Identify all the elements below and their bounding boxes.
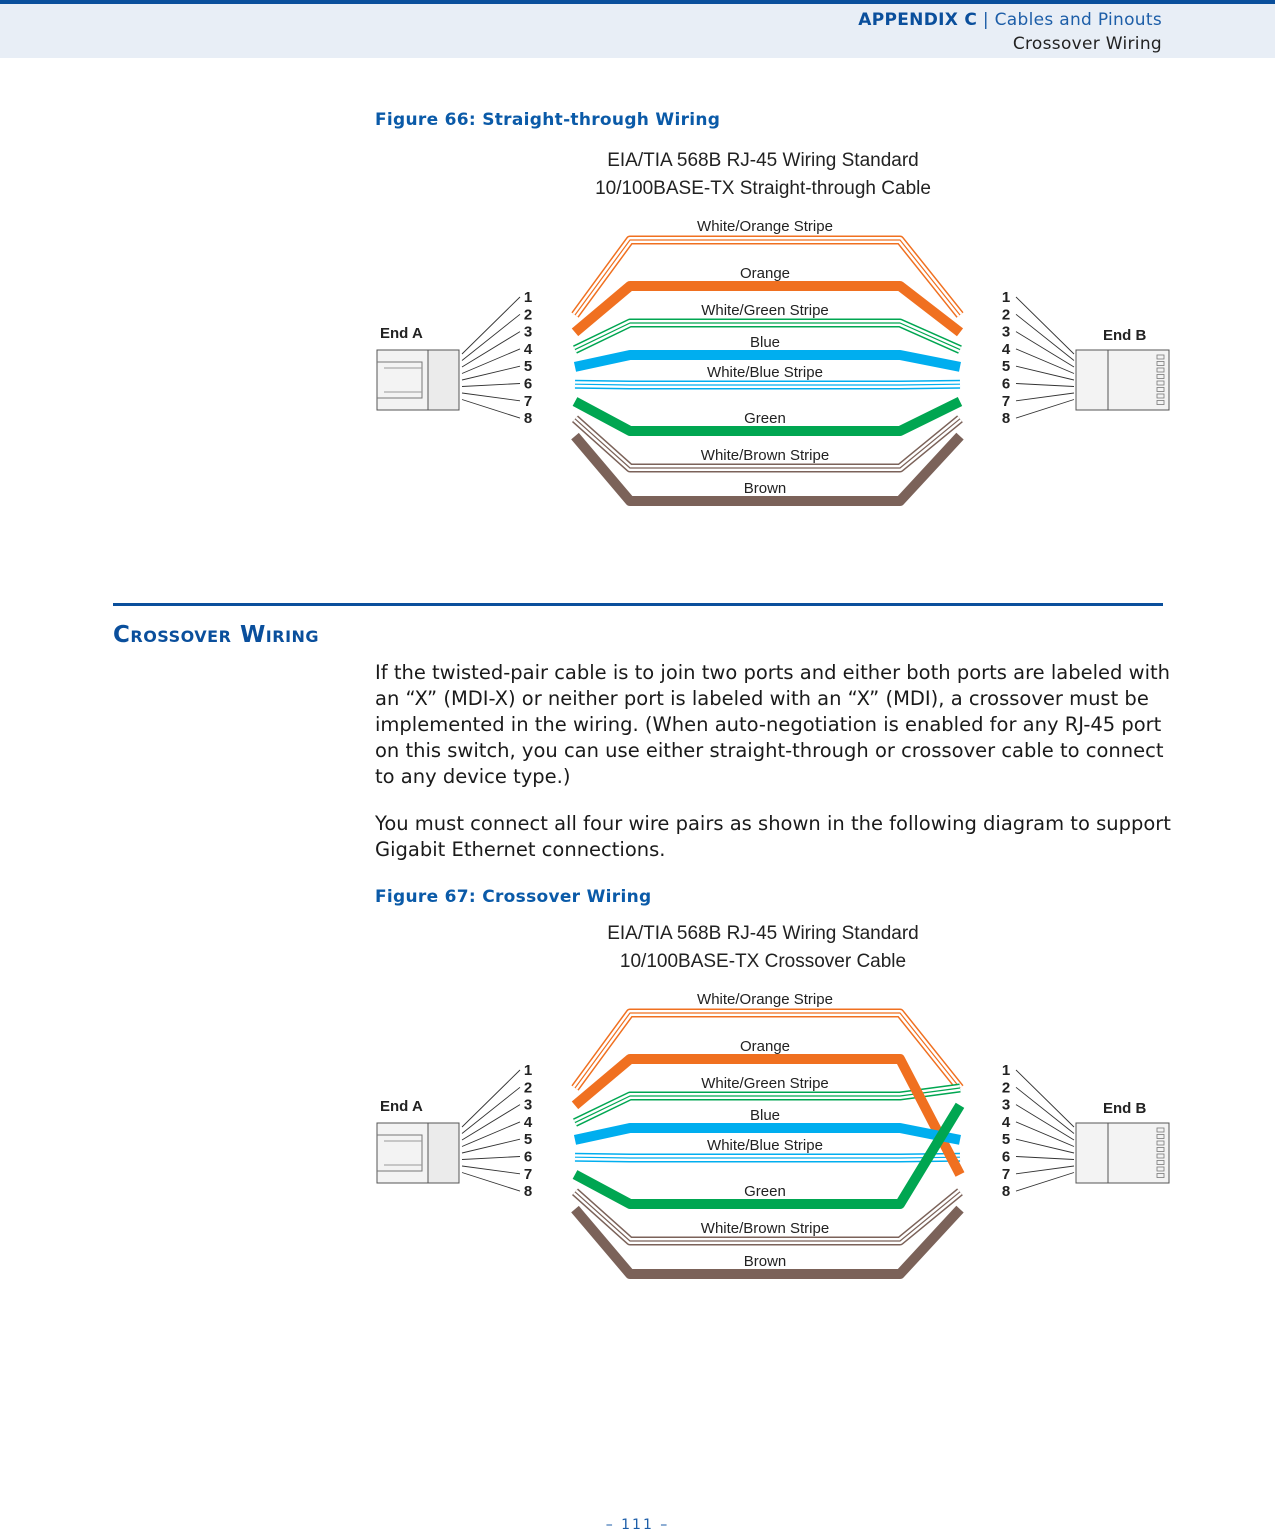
pin-b-6: 6 bbox=[1001, 1148, 1011, 1166]
leader-a-5 bbox=[462, 1139, 520, 1153]
header-section: Crossover Wiring bbox=[1012, 34, 1162, 54]
pin-a-2: 2 bbox=[523, 306, 533, 324]
wire-label-2: Orange bbox=[739, 265, 791, 282]
wire-label-5: White/Blue Stripe bbox=[707, 1137, 823, 1154]
pin-a-3: 3 bbox=[523, 323, 533, 341]
wire-label-7: White/Brown Stripe bbox=[700, 447, 830, 464]
rj45-connector-end-b bbox=[1076, 350, 1169, 410]
pin-a-7: 7 bbox=[523, 392, 533, 410]
page-header bbox=[0, 4, 1275, 58]
pin-a-5: 5 bbox=[523, 358, 533, 376]
wire-label-1: White/Orange Stripe bbox=[697, 218, 833, 235]
leader-b-7 bbox=[1016, 1166, 1074, 1174]
wire-5 bbox=[575, 384, 960, 385]
pin-b-2: 2 bbox=[1001, 1079, 1011, 1097]
wire-label-6: Green bbox=[744, 410, 786, 427]
pin-b-1: 1 bbox=[1001, 1062, 1011, 1079]
leader-a-7 bbox=[462, 1166, 520, 1174]
leader-a-8 bbox=[462, 1173, 520, 1192]
diagram-title-line2: 10/100BASE-TX Straight-through Cable bbox=[595, 178, 931, 199]
wire-5 bbox=[575, 1157, 960, 1158]
wire-label-2: Orange bbox=[739, 1038, 791, 1055]
rj45-connector-end-a bbox=[377, 1123, 459, 1183]
pin-b-1: 1 bbox=[1001, 289, 1011, 306]
wire-label-6: Green bbox=[744, 1183, 786, 1200]
section-title: Crossover Wiring bbox=[113, 622, 320, 648]
pin-b-3: 3 bbox=[1001, 1096, 1011, 1114]
pin-b-5: 5 bbox=[1001, 1131, 1011, 1149]
leader-b-1 bbox=[1016, 297, 1074, 354]
pin-b-4: 4 bbox=[1001, 340, 1011, 358]
pin-b-2: 2 bbox=[1001, 306, 1011, 324]
page-number: – 111 – bbox=[605, 1517, 670, 1533]
figure-67-caption: Figure 67: Crossover Wiring bbox=[375, 887, 652, 907]
figure-66-diagram bbox=[370, 140, 1170, 525]
leader-a-8 bbox=[462, 400, 520, 419]
leader-a-5 bbox=[462, 366, 520, 380]
pin-a-8: 8 bbox=[523, 410, 533, 428]
leader-b-5 bbox=[1016, 366, 1074, 380]
wire-label-1: White/Orange Stripe bbox=[697, 991, 833, 1008]
pin-a-1: 1 bbox=[523, 289, 533, 306]
pin-a-3: 3 bbox=[523, 1096, 533, 1114]
appendix-label: APPENDIX C bbox=[858, 10, 978, 30]
pin-b-8: 8 bbox=[1001, 410, 1011, 428]
diagram-title-line1: EIA/TIA 568B RJ-45 Wiring Standard bbox=[607, 923, 919, 944]
leader-a-7 bbox=[462, 393, 520, 401]
pin-a-1: 1 bbox=[523, 1062, 533, 1079]
leader-b-6 bbox=[1016, 1157, 1074, 1160]
pin-b-8: 8 bbox=[1001, 1183, 1011, 1201]
pin-a-6: 6 bbox=[523, 375, 533, 393]
header-chapter-line bbox=[858, 10, 1162, 30]
pin-a-6: 6 bbox=[523, 1148, 533, 1166]
rj45-connector-end-b bbox=[1076, 1123, 1169, 1183]
chapter-title: Cables and Pinouts bbox=[994, 10, 1162, 30]
header-separator: | bbox=[982, 10, 989, 30]
wire-label-5: White/Blue Stripe bbox=[707, 364, 823, 381]
end-b-label: End B bbox=[1103, 1100, 1147, 1117]
wire-label-7: White/Brown Stripe bbox=[700, 1220, 830, 1237]
section-divider bbox=[113, 603, 1163, 606]
pin-b-7: 7 bbox=[1001, 392, 1011, 410]
leader-b-6 bbox=[1016, 384, 1074, 387]
straight-through-wiring-diagram bbox=[370, 140, 1170, 525]
pin-a-4: 4 bbox=[523, 340, 533, 358]
pin-a-8: 8 bbox=[523, 1183, 533, 1201]
leader-a-1 bbox=[462, 297, 520, 354]
leader-b-7 bbox=[1016, 393, 1074, 401]
figure-67-diagram bbox=[370, 913, 1170, 1298]
paragraph-2: You must connect all four wire pairs as shown in the following diagram to support Gigabit Ethernet connections. bbox=[375, 812, 1171, 861]
wire-label-3: White/Green Stripe bbox=[701, 302, 829, 319]
pin-b-3: 3 bbox=[1001, 323, 1011, 341]
leader-a-1 bbox=[462, 1070, 520, 1127]
leader-b-5 bbox=[1016, 1139, 1074, 1153]
leader-b-1 bbox=[1016, 1070, 1074, 1127]
pin-a-5: 5 bbox=[523, 1131, 533, 1149]
pin-a-7: 7 bbox=[523, 1165, 533, 1183]
pin-a-2: 2 bbox=[523, 1079, 533, 1097]
pin-a-4: 4 bbox=[523, 1113, 533, 1131]
leader-b-8 bbox=[1016, 1173, 1074, 1192]
end-a-label: End A bbox=[380, 325, 423, 342]
paragraph-1: If the twisted-pair cable is to join two ports and either both ports are labeled with an “X” (MDI-X) or neither port is labeled with an “X” (MDI), a crossover must be implemented in the wiring. (When auto-negotiation is enabled for any RJ-45 port on this switch, you can use either straight-through or crossover cable to connect to any device type.) bbox=[375, 661, 1170, 788]
pin-b-6: 6 bbox=[1001, 375, 1011, 393]
wire-label-3: White/Green Stripe bbox=[701, 1075, 829, 1092]
leader-a-6 bbox=[462, 1157, 520, 1160]
wire-label-4: Blue bbox=[749, 334, 781, 351]
wire-label-4: Blue bbox=[749, 1107, 781, 1124]
leader-b-8 bbox=[1016, 400, 1074, 419]
diagram-title-line1: EIA/TIA 568B RJ-45 Wiring Standard bbox=[607, 150, 919, 171]
figure-66-caption: Figure 66: Straight-through Wiring bbox=[375, 110, 721, 130]
rj45-connector-end-a bbox=[377, 350, 459, 410]
pin-b-4: 4 bbox=[1001, 1113, 1011, 1131]
pin-b-5: 5 bbox=[1001, 358, 1011, 376]
leader-a-6 bbox=[462, 384, 520, 387]
wire-label-8: Brown bbox=[743, 480, 787, 497]
diagram-title-line2: 10/100BASE-TX Crossover Cable bbox=[619, 951, 907, 972]
wire-label-8: Brown bbox=[743, 1253, 787, 1270]
pin-b-7: 7 bbox=[1001, 1165, 1011, 1183]
end-a-label: End A bbox=[380, 1098, 423, 1115]
end-b-label: End B bbox=[1103, 327, 1147, 344]
crossover-wiring-diagram bbox=[370, 913, 1170, 1298]
